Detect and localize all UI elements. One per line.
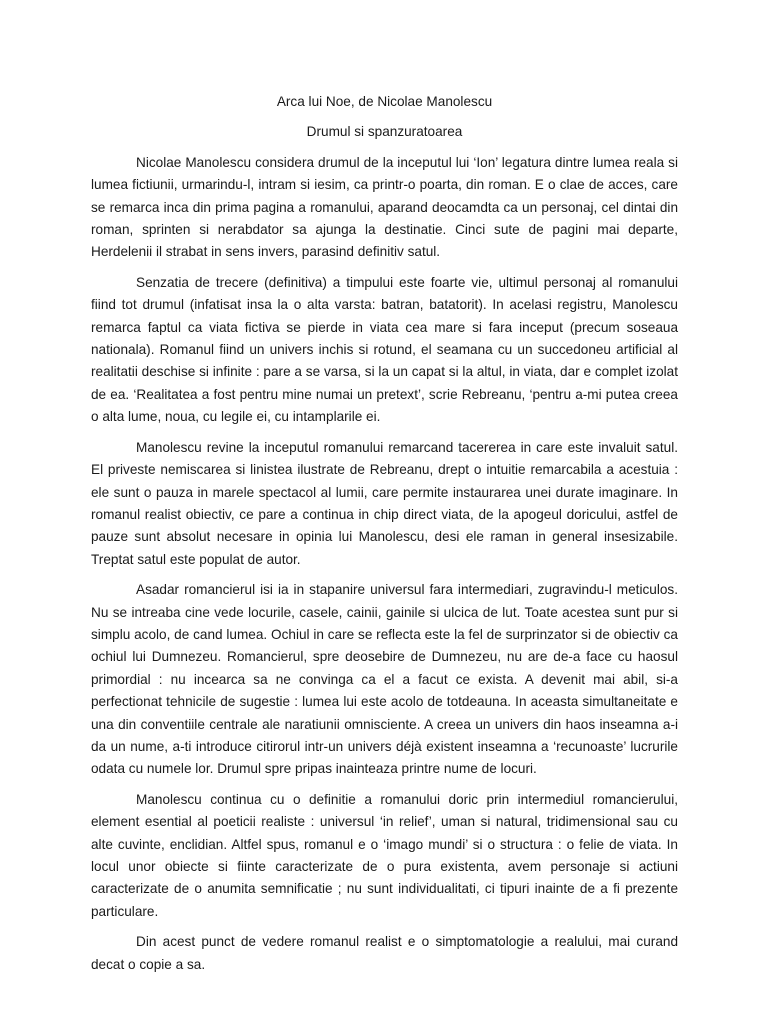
- paragraph: Manolescu continua cu o definitie a romanului doric prin intermediul romancierului, element esential al poeticii realiste : universul ‘in relief’, uman si natural, tridimensional sau cu alte cuvinte, enclidian. Altfel spus, romanul e o ‘imago mundi’ si o structura : o felie de viata. In locul unor obiecte si fiinte caracterizate de o pura existenta, avem personaje si actiuni caracterizate de o anumita semnificatie ; nu sunt individualitati, ci tipuri inainte de a fi prezente particulare.: [91, 791, 678, 919]
- paragraph: Asadar romancierul isi ia in stapanire universul fara intermediari, zugravindu-l meticulos. Nu se intreaba cine vede locurile, casele, cainii, gainile si ulcica de lut. Toate acestea sunt pur si simplu acolo, de cand lumea. Ochiul in care se reflecta este la fel de surprinzator si de obiectiv ca ochiul lui Dumnezeu. Romancierul, spre deosebire de Dumnezeu, nu are de-a face cu haosul primordial : nu incearca sa ne convinga ca el a facut ce exista. A devenit mai abil, si-a perfectionat tehnicile de sugestie : lumea lui este acolo de totdeauna. In aceasta simultaneitate e una din conventiile centrale ale naratiunii omnisciente. A creea un univers din haos inseamna a-i da un nume, a-ti introduce citirorul intr-un univers déjà existent inseamna a ‘recunoaste’ lucrurile odata cu numele lor. Drumul spre pripas inainteaza printre nume de locuri.: [91, 582, 678, 777]
- paragraph: Manolescu revine la inceputul romanului remarcand tacererea in care este invaluit satul. El priveste nemiscarea si linistea ilustrate de Rebreanu, drept o intuitie remarcabila a acestuia : ele sunt o pauza in marele spectacol al lumii, care permite instaurarea unei durate imaginare. In romanul realist obiectiv, ce pare a continua in chip direct viata, de la apogeul doricului, astfel de pauze sunt absolut necesare in opinia lui Manolescu, desi ele raman in general insesizabile. Treptat satul este populat de autor.: [91, 439, 678, 567]
- document-title: Arca lui Noe, de Nicolae Manolescu: [276, 94, 493, 109]
- paragraph: Nicolae Manolescu considera drumul de la inceputul lui ‘Ion’ legatura dintre lumea reala si lumea fictiunii, urmarindu-l, intram si iesim, ca printr-o poarta, din roman. E o clae de acces, care se remarca inca din prima pagina a romanului, aparand deocamdta ca un personaj, cel dintai din roman, sprinten si nerabdator sa ajunga la destinatie. Cinci sute de pagini mai departe, Herdelenii il strabat in sens invers, parasind definitiv satul.: [91, 154, 678, 260]
- document-subtitle: Drumul si spanzuratoarea: [306, 124, 463, 140]
- paragraph: Senzatia de trecere (definitiva) a timpului este foarte vie, ultimul personaj al romanului fiind tot drumul (infatisat insa la o alta varsta: batran, batatorit). In acelasi registru, Manolescu remarca faptul ca viata fictiva se pierde in viata cea mare si fara inceput (precum soseaua nationala). Romanul fiind un univers inchis si rotund, el seamana cu un succedoneu artificial al realitatii deschise si infinite : pare a se varsa, si la un capat si la altul, in viata, dar e complet izolat de ea. ‘Realitatea a fost pentru mine numai un pretext’, scrie Rebreanu, ‘pentru a-mi putea creea o alta lume, noua, cu legile ei, cu intamplarile ei.: [91, 274, 678, 425]
- paragraph: Din acest punct de vedere romanul realist e o simptomatologie a realului, mai curand decat o copie a sa.: [91, 934, 678, 972]
- document-page: [91, 91, 678, 984]
